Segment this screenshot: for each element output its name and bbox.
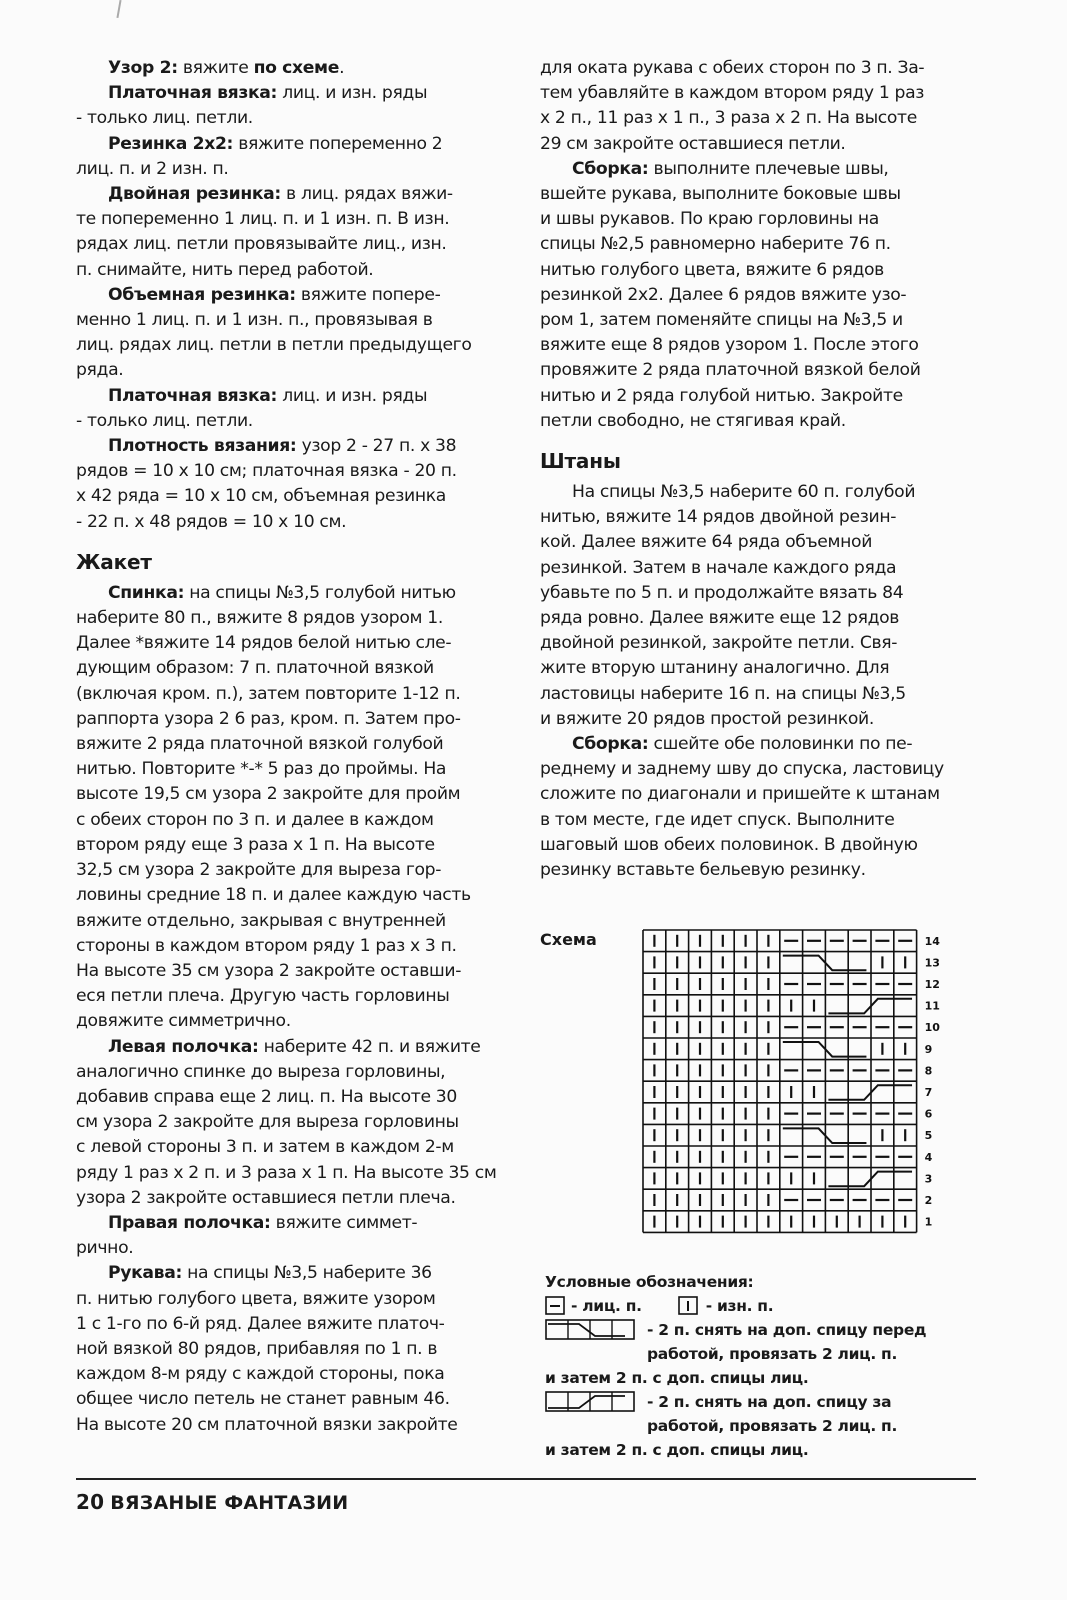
text-line <box>540 106 970 131</box>
text-line <box>540 333 970 358</box>
row-number: 4 <box>924 1150 933 1164</box>
body-text: п. снимайте, нить перед работой. <box>76 259 374 280</box>
knit-symbol-icon <box>545 1296 567 1316</box>
body-text: те попеременно 1 лиц. п. и 1 изн. п. В изн. <box>76 209 450 230</box>
row-number: 5 <box>924 1129 933 1143</box>
body-text: кой. Далее вяжите 64 ряда объемной <box>540 532 873 553</box>
body-text: в лиц. рядах вяжи- <box>280 184 453 205</box>
body-text: добавив справа еще 2 лиц. п. На высоте 30 <box>76 1086 457 1107</box>
body-text: каждом 8-м ряду с каждой стороны, пока <box>76 1364 445 1385</box>
text-line <box>76 358 501 383</box>
body-text: х 42 ряда = 10 х 10 см, объемная резинка <box>76 486 446 507</box>
row-number: 10 <box>924 1021 940 1035</box>
body-text: лиц. п. и 2 изн. п. <box>76 158 229 179</box>
cable-front-symbol-icon <box>545 1319 639 1341</box>
text-line <box>76 459 501 484</box>
body-text: ряду 1 раз х 2 п. и 3 раза х 1 п. На высоте 35 см <box>76 1162 497 1183</box>
text-line <box>76 384 501 409</box>
text-line <box>540 81 970 106</box>
text-line <box>76 581 501 606</box>
text-line <box>540 505 970 530</box>
text-line <box>76 1035 501 1060</box>
body-text: на спицы №3,5 наберите 36 <box>181 1263 432 1284</box>
body-text: рядов = 10 х 10 см; платочная вязка - 20 п. <box>76 461 457 482</box>
text-line <box>540 833 970 858</box>
body-text: нитью голубого цвета, вяжите 6 рядов <box>540 259 884 280</box>
text-line <box>76 1211 501 1236</box>
text-line <box>76 1287 501 1312</box>
body-text: и вяжите 20 рядов простой резинкой. <box>540 708 874 729</box>
text-line <box>540 207 970 232</box>
body-text: общее число петель не станет равным 46. <box>76 1389 450 1410</box>
body-text: ряда. <box>76 360 124 381</box>
text-line <box>540 182 970 207</box>
body-text: убавьте по 5 п. и продолжайте вязать 84 <box>540 582 904 603</box>
body-text: нитью. Повторите *-* 5 раз до проймы. На <box>76 759 447 780</box>
page-footer <box>76 1490 348 1514</box>
text-line <box>76 157 501 182</box>
body-text: высоте 19,5 см узора 2 закройте для пройм <box>76 784 461 805</box>
text-line <box>76 984 501 1009</box>
body-text: реднему и заднему шву до спуска, ластовицу <box>540 759 944 780</box>
text-line <box>76 207 501 232</box>
text-line <box>76 409 501 434</box>
text-line <box>540 480 970 505</box>
text-line <box>76 81 501 106</box>
text-line <box>76 606 501 631</box>
body-text: узора 2 закройте оставшиеся петли плеча. <box>76 1187 456 1208</box>
body-text: ластовицы наберите 16 п. на спицы №3,5 <box>540 683 906 704</box>
text-line <box>76 883 501 908</box>
chart-grid <box>540 922 960 1242</box>
body-text: резинкой 2x2. Далее 6 рядов вяжите узо- <box>540 284 907 305</box>
term-label: Узор 2: <box>108 58 178 78</box>
body-text: узор 2 - 27 п. х 38 <box>296 436 457 457</box>
text-line <box>76 656 501 681</box>
body-text: На спицы №3,5 наберите 60 п. голубой <box>572 482 916 503</box>
text-line <box>540 384 970 409</box>
legend-row-knit-purl <box>545 1294 975 1318</box>
row-number: 14 <box>924 934 940 948</box>
text-line <box>76 484 501 509</box>
legend-cable-front-line2: работой, провязать 2 лиц. п. <box>647 1345 898 1363</box>
body-text: наберите 42 п. и вяжите <box>258 1036 481 1057</box>
text-line <box>540 656 970 681</box>
term-label: Сборка: <box>572 158 649 179</box>
text-line <box>540 707 970 732</box>
text-line <box>76 333 501 358</box>
text-line <box>540 782 970 807</box>
body-text: 32,5 см узора 2 закройте для выреза гор- <box>76 860 442 881</box>
term-emphasis: по схеме <box>253 58 340 78</box>
body-text: резинку вставьте бельевую резинку. <box>540 860 866 881</box>
text-line <box>76 1362 501 1387</box>
row-number: 13 <box>924 956 940 970</box>
section-heading: Жакет <box>76 549 152 574</box>
text-line <box>76 1261 501 1286</box>
term-label: Платочная вязка: <box>108 83 278 104</box>
chart-label: Схема <box>540 930 597 949</box>
text-line <box>76 757 501 782</box>
body-text: ной вязкой 80 рядов, прибавляя по 1 п. в <box>76 1338 438 1359</box>
body-text: На высоте 20 см платочной вязки закройте <box>76 1414 458 1435</box>
body-text: вшейте рукава, выполните боковые швы <box>540 184 901 205</box>
right-column <box>540 56 970 883</box>
legend-cable-front-line3: и затем 2 п. с доп. спицы лиц. <box>545 1369 809 1387</box>
body-text: наберите 80 п., вяжите 8 рядов узором 1. <box>76 608 443 629</box>
text-line <box>540 631 970 656</box>
text-line <box>540 409 970 434</box>
text-line <box>540 308 970 333</box>
text-line <box>540 232 970 257</box>
term-label: Двойная резинка: <box>108 184 281 205</box>
row-number: 9 <box>924 1042 933 1056</box>
body-text: петли свободно, не стягивая край. <box>540 410 846 431</box>
section-heading: Штаны <box>540 449 621 474</box>
footer-divider <box>76 1478 976 1480</box>
text-line <box>540 556 970 581</box>
body-text: рично. <box>76 1238 134 1259</box>
body-text: в том месте, где идет спуск. Выполните <box>540 809 895 830</box>
text-line <box>76 258 501 283</box>
body-text: довяжите симметрично. <box>76 1011 291 1032</box>
text-line <box>540 258 970 283</box>
legend-cable-back-line3: и затем 2 п. с доп. спицы лиц. <box>545 1441 809 1459</box>
text-line <box>540 530 970 555</box>
text-line <box>540 808 970 833</box>
body-text: жите вторую штанину аналогично. Для <box>540 658 890 679</box>
body-text: вяжите попеременно 2 <box>233 133 443 154</box>
body-text: провяжите 2 ряда платочной вязкой белой <box>540 360 921 381</box>
text-line <box>76 308 501 333</box>
legend-cable-front-line1: - 2 п. снять на доп. спицу перед <box>647 1321 927 1339</box>
legend-cable-back-line2: работой, провязать 2 лиц. п. <box>647 1417 898 1435</box>
text-line <box>76 1135 501 1160</box>
text-line <box>76 232 501 257</box>
text-line <box>76 782 501 807</box>
body-text: и швы рукавов. По краю горловины на <box>540 209 879 230</box>
page-number: 20 <box>76 1490 105 1514</box>
body-text: см узора 2 закройте для выреза горловины <box>76 1112 459 1133</box>
purl-symbol-icon <box>678 1296 700 1316</box>
text-line <box>540 157 970 182</box>
term-label: Сборка: <box>572 734 649 755</box>
text-line <box>76 1060 501 1085</box>
legend-row-cable-front <box>545 1318 975 1342</box>
body-text: нитью и 2 ряда голубой нитью. Закройте <box>540 385 903 406</box>
row-number: 7 <box>924 1086 933 1099</box>
body-text: ловины средние 18 п. и далее каждую часть <box>76 885 471 906</box>
body-text: - 22 п. х 48 рядов = 10 х 10 см. <box>76 511 347 532</box>
body-text: втором ряду еще 3 раза х 1 п. На высоте <box>76 834 435 855</box>
body-text: сложите по диагонали и пришейте к штанам <box>540 784 940 805</box>
text-line <box>76 682 501 707</box>
text-line <box>540 682 970 707</box>
text-line <box>540 858 970 883</box>
body-text: аналогично спинке до выреза горловины, <box>76 1061 446 1082</box>
body-text: на спицы №3,5 голубой нитью <box>184 582 456 603</box>
body-text: вяжите отдельно, закрывая с внутренней <box>76 910 446 931</box>
text-line <box>76 56 501 81</box>
body-text: х 2 п., 11 раз х 1 п., 3 раза х 2 п. На высоте <box>540 108 917 129</box>
body-text: двойной резинкой, закройте петли. Свя- <box>540 633 898 654</box>
body-text: сшейте обе половинки по пе- <box>648 734 913 755</box>
body-text: выполните плечевые швы, <box>648 158 889 179</box>
body-text: для оката рукава с обеих сторон по 3 п. За- <box>540 58 925 78</box>
legend-purl-text: - изн. п. <box>705 1297 774 1315</box>
text-line <box>76 1236 501 1261</box>
text-line <box>76 1413 501 1438</box>
body-text: вяжите <box>177 58 254 78</box>
body-text: с левой стороны 3 п. и затем в каждом 2-м <box>76 1137 454 1158</box>
body-text: нитью, вяжите 14 рядов двойной резин- <box>540 507 897 528</box>
body-text: дующим образом: 7 п. платочной вязкой <box>76 658 434 679</box>
text-line <box>540 283 970 308</box>
body-text-tail: . <box>339 58 345 78</box>
body-text: Далее *вяжите 14 рядов белой нитью сле- <box>76 633 452 654</box>
text-line <box>76 1085 501 1110</box>
text-line <box>76 959 501 984</box>
legend <box>545 1270 975 1462</box>
body-text: менно 1 лиц. п. и 1 изн. п., провязывая в <box>76 310 433 331</box>
body-text: резинкой. Затем в начале каждого ряда <box>540 557 897 578</box>
text-line <box>76 631 501 656</box>
term-label: Левая полочка: <box>108 1036 259 1057</box>
text-line <box>76 182 501 207</box>
body-text: стороны в каждом втором ряду 1 раз х 3 п. <box>76 935 457 956</box>
text-line <box>76 283 501 308</box>
body-text: шаговый шов обеих половинок. В двойную <box>540 834 918 855</box>
body-text: тем убавляйте в каждом втором ряду 1 раз <box>540 83 925 104</box>
body-text: еся петли плеча. Другую часть горловины <box>76 986 450 1007</box>
legend-row-cable-back <box>545 1390 975 1414</box>
body-text: 29 см закройте оставшиеся петли. <box>540 133 846 154</box>
body-text: п. нитью голубого цвета, вяжите узором <box>76 1288 436 1309</box>
row-number: 11 <box>924 999 940 1013</box>
text-line <box>540 606 970 631</box>
row-number: 2 <box>924 1194 933 1207</box>
text-line <box>76 510 501 535</box>
row-number: 1 <box>924 1215 933 1229</box>
row-number: 6 <box>924 1107 933 1121</box>
text-line <box>540 358 970 383</box>
text-line <box>76 909 501 934</box>
text-line <box>76 1337 501 1362</box>
text-line <box>540 757 970 782</box>
text-line <box>76 1009 501 1034</box>
term-label: Объемная резинка: <box>108 284 296 305</box>
left-column <box>76 56 501 1438</box>
body-text: спицы №2,5 равномерно наберите 76 п. <box>540 234 891 255</box>
text-line <box>540 732 970 757</box>
body-text: вяжите симмет- <box>270 1212 418 1233</box>
magazine-title: ВЯЗАНЫЕ ФАНТАЗИИ <box>110 1492 349 1514</box>
body-text: - только лиц. петли. <box>76 108 253 129</box>
body-text: вяжите 2 ряда платочной вязкой голубой <box>76 734 444 755</box>
body-text: ром 1, затем поменяйте спицы на №3,5 и <box>540 310 903 331</box>
text-line <box>76 1161 501 1186</box>
body-text: вяжите попере- <box>295 284 441 305</box>
row-number: 12 <box>924 978 940 991</box>
body-text: - только лиц. петли. <box>76 410 253 431</box>
text-line <box>76 808 501 833</box>
text-line <box>540 132 970 157</box>
text-line <box>540 581 970 606</box>
body-text: с обеих сторон по 3 п. и далее в каждом <box>76 809 434 830</box>
text-line <box>76 1312 501 1337</box>
cable-back-symbol-icon <box>545 1391 639 1413</box>
body-text: лиц. и изн. ряды <box>277 83 428 104</box>
text-line <box>540 56 970 81</box>
text-line <box>76 1110 501 1135</box>
term-label: Правая полочка: <box>108 1212 271 1233</box>
legend-knit-text: - лиц. п. <box>571 1297 642 1315</box>
text-line <box>76 833 501 858</box>
term-label: Спинка: <box>108 582 185 603</box>
body-text: На высоте 35 см узора 2 закройте оставши- <box>76 960 462 981</box>
scan-mark <box>116 0 121 18</box>
text-line <box>76 434 501 459</box>
text-line <box>76 106 501 131</box>
body-text: ряда ровно. Далее вяжите еще 12 рядов <box>540 608 900 629</box>
term-label: Резинка 2x2: <box>108 133 234 154</box>
term-label: Плотность вязания: <box>108 436 297 457</box>
legend-title: Условные обозначения: <box>545 1273 754 1291</box>
text-line <box>76 1186 501 1211</box>
body-text: раппорта узора 2 6 раз, кром. п. Затем про- <box>76 708 461 729</box>
body-text: 1 с 1-го по 6-й ряд. Далее вяжите платоч- <box>76 1313 445 1334</box>
text-line <box>76 858 501 883</box>
body-text: лиц. рядах лиц. петли в петли предыдущего <box>76 335 472 356</box>
legend-cable-back-line1: - 2 п. снять на доп. спицу за <box>647 1393 892 1411</box>
text-line <box>76 934 501 959</box>
text-line <box>76 1387 501 1412</box>
text-line <box>76 707 501 732</box>
body-text: лиц. и изн. ряды <box>277 385 428 406</box>
term-label: Рукава: <box>108 1263 182 1284</box>
row-number: 8 <box>924 1064 933 1078</box>
text-line <box>76 732 501 757</box>
text-line <box>76 132 501 157</box>
body-text: (включая кром. п.), затем повторите 1-12 п. <box>76 683 461 704</box>
body-text: рядах лиц. петли провязывайте лиц., изн. <box>76 234 447 255</box>
term-label: Платочная вязка: <box>108 385 278 406</box>
body-text: вяжите еще 8 рядов узором 1. После этого <box>540 335 919 356</box>
row-number: 3 <box>924 1172 933 1186</box>
